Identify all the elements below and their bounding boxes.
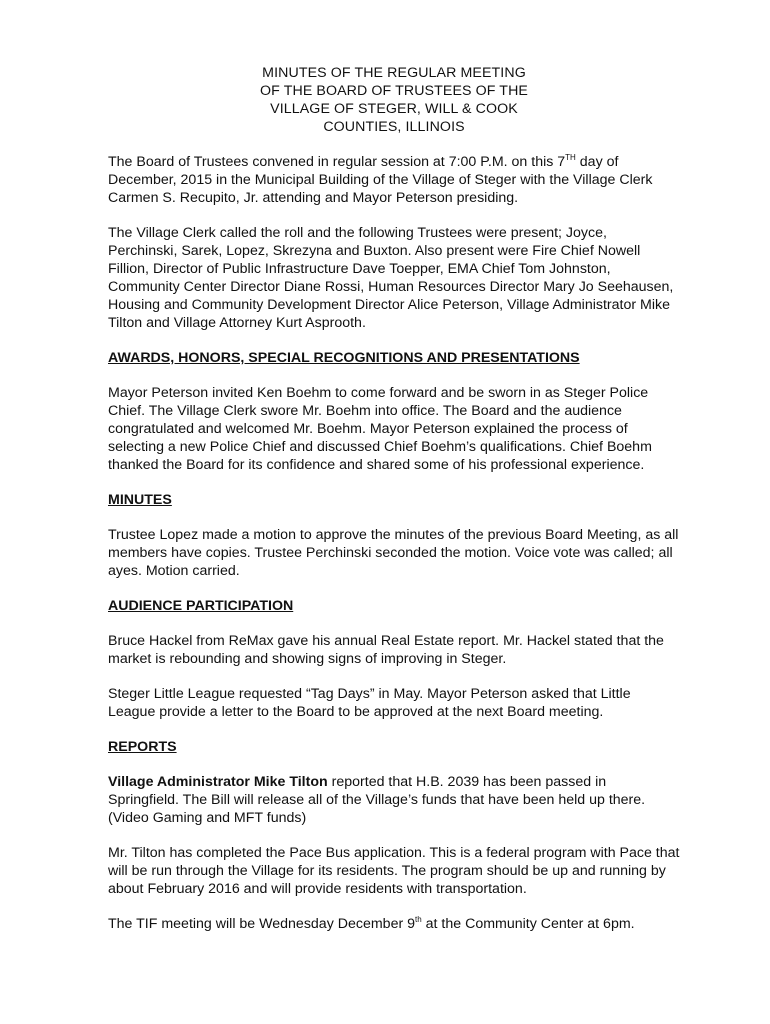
document-title xyxy=(108,64,680,136)
tif-text-end: at the Community Center at 6pm. xyxy=(421,916,635,932)
roll-call-paragraph: The Village Clerk called the roll and the following Trustees were present; Joyce, Perchinski, Sarek, Lopez, Skrezyna and Buxton. Also present were Fire Chief Nowell Fillion, Director of Public Infrastructure Dave Toepper, EMA Chief Tom Johnston, Community Center Director Diane Rossi, Human Resources Director Mary Jo Seehausen, Housing and Community Development Director Alice Peterson, Village Administrator Mike Tilton and Village Attorney Kurt Asprooth. xyxy=(108,225,674,331)
tif-paragraph xyxy=(108,915,680,933)
admin-report-paragraph xyxy=(108,773,680,827)
minutes-heading: MINUTES xyxy=(108,492,172,508)
title-line-2: OF THE BOARD OF TRUSTEES OF THE xyxy=(260,83,528,99)
intro-text-start: The Board of Trustees convened in regular session at 7:00 P.M. on this 7 xyxy=(108,154,566,170)
title-line-4: COUNTIES, ILLINOIS xyxy=(323,119,465,135)
title-line-1: MINUTES OF THE REGULAR MEETING xyxy=(262,65,526,81)
audience-paragraph-2: Steger Little League requested “Tag Days” in May. Mayor Peterson asked that Little League provide a letter to the Board to be approved at the next Board meeting. xyxy=(108,686,631,720)
tif-text-start: The TIF meeting will be Wednesday December 9 xyxy=(108,916,416,932)
title-line-3: VILLAGE OF STEGER, WILL & COOK xyxy=(270,101,518,117)
pace-paragraph: Mr. Tilton has completed the Pace Bus application. This is a federal program with Pace that will be run through the Village for its residents. The program should be up and running by about February 2016 and will provide residents with transportation. xyxy=(108,845,680,897)
intro-superscript: TH xyxy=(565,153,576,162)
audience-paragraph-1: Bruce Hackel from ReMax gave his annual Real Estate report. Mr. Hackel stated that the market is rebounding and showing signs of improving in Steger. xyxy=(108,633,664,667)
awards-paragraph: Mayor Peterson invited Ken Boehm to come forward and be sworn in as Steger Police Chief. The Village Clerk swore Mr. Boehm into office. The Board and the audience congratulated and welcomed Mr. Boehm. Mayor Peterson explained the process of selecting a new Police Chief and discussed Chief Boehm’s qualifications. Chief Boehm thanked the Board for its confidence and shared some of his professional experience. xyxy=(108,385,652,473)
admin-report-text: reported that H.B. 2039 has been passed in Springfield. The Bill will release all of the Village’s funds that have been held up there. (Video Gaming and MFT funds) xyxy=(108,774,646,826)
awards-heading: AWARDS, HONORS, SPECIAL RECOGNITIONS AND PRESENTATIONS xyxy=(108,350,580,366)
intro-paragraph xyxy=(108,153,680,207)
admin-name: Village Administrator Mike Tilton xyxy=(108,774,328,790)
minutes-paragraph: Trustee Lopez made a motion to approve the minutes of the previous Board Meeting, as all members have copies. Trustee Perchinski seconded the motion. Voice vote was called; all ayes. Motion carried. xyxy=(108,527,679,579)
audience-heading: AUDIENCE PARTICIPATION xyxy=(108,598,294,614)
tif-superscript: th xyxy=(415,915,422,924)
reports-heading: REPORTS xyxy=(108,739,177,755)
intro-text-end: day of December, 2015 in the Municipal Building of the Village of Steger with the Village Clerk Carmen S. Recupito, Jr. attending and Mayor Peterson presiding. xyxy=(108,154,653,206)
